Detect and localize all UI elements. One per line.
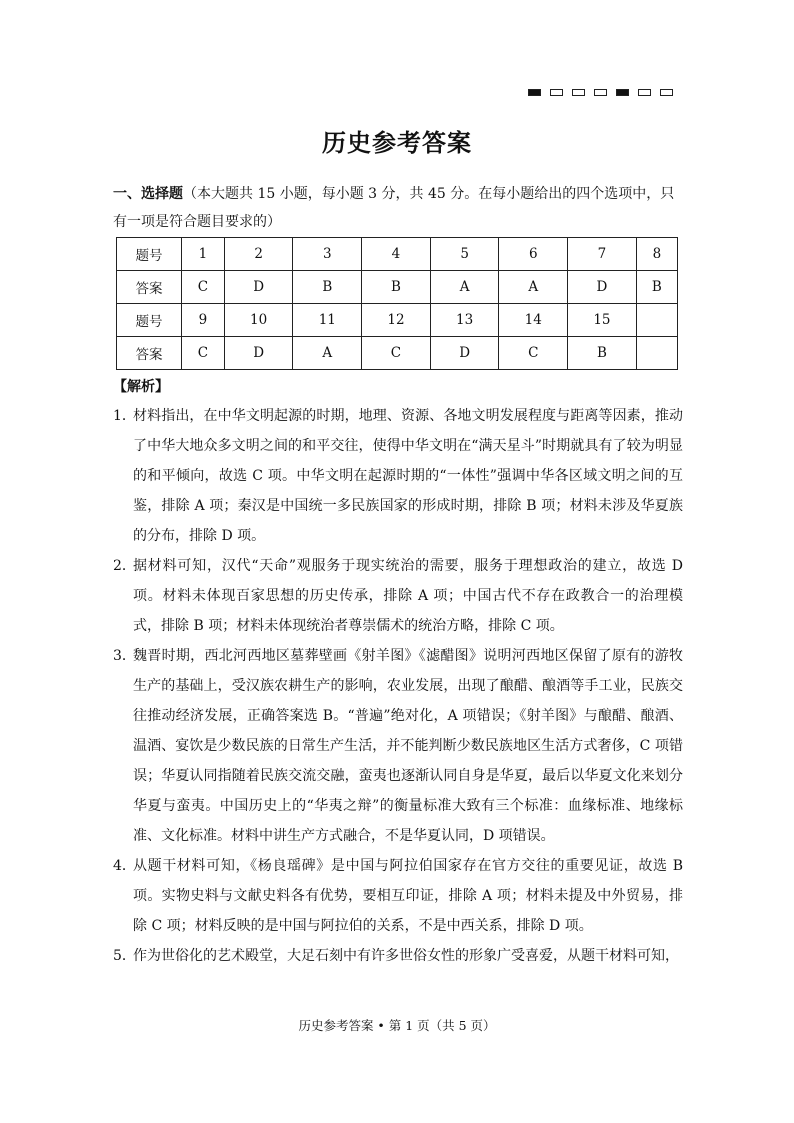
table-row-header: 答案	[117, 271, 182, 304]
item-text: 从题干材料可知，《杨良瑶碑》是中国与阿拉伯国家存在官方交往的重要见证，故选 B 项。实物史料与文献史料各有优势，要相互印证，排除 A 项；材料未提及中外贸易，排除 C 项；材料反映的是中国与阿拉伯的关系，不是中西关系，排除 D 项。	[133, 858, 683, 934]
table-cell: 12	[362, 304, 431, 337]
table-cell: 2	[224, 238, 293, 271]
item-number: 3．	[113, 648, 136, 664]
table-row-header: 答案	[117, 337, 182, 370]
header-square	[616, 89, 629, 96]
item-number: 1．	[113, 408, 136, 424]
table-cell: 8	[636, 238, 677, 271]
table-cell: 4	[362, 238, 431, 271]
item-number: 4．	[113, 858, 136, 874]
table-cell	[636, 304, 677, 337]
page-footer: 历史参考答案 • 第 1 页（共 5 页）	[298, 1018, 496, 1033]
table-row	[117, 304, 678, 337]
table-cell: B	[293, 271, 362, 304]
table-cell: B	[636, 271, 677, 304]
table-cell: 13	[430, 304, 499, 337]
table-cell: 10	[224, 304, 293, 337]
item-text: 据材料可知，汉代“天命”观服务于现实统治的需要，服务于理想政治的建立，故选 D 项。材料未体现百家思想的历史传承，排除 A 项；中国古代不存在政教合一的治理模式，排除 B 项；材料未体现统治者尊崇儒术的统治方略，排除 C 项。	[133, 558, 683, 634]
list-item	[113, 551, 683, 641]
item-text: 作为世俗化的艺术殿堂，大足石刻中有许多世俗女性的形象广受喜爱，从题干材料可知，	[133, 948, 679, 964]
table-cell: A	[293, 337, 362, 370]
table-cell: C	[499, 337, 568, 370]
explanation-list	[113, 401, 683, 971]
item-text: 材料指出，在中华文明起源的时期，地理、资源、各地文明发展程度与距离等因素，推动了中华大地众多文明之间的和平交往，使得中华文明在“满天星斗”时期就具有了较为明显的和平倾向，故选 C 项。中华文明在起源时期的“一体性”强调中华各区域文明之间的互鉴，排除 A 项；秦汉是中国统一多民族国家的形成时期，排除 B 项；材料未涉及华夏族的分布，排除 D 项。	[133, 408, 683, 544]
jiexi-label: 【解析】	[113, 379, 169, 395]
header-square	[528, 89, 541, 96]
table-cell: 3	[293, 238, 362, 271]
section-heading	[113, 180, 683, 236]
list-item	[113, 641, 683, 851]
table-row	[117, 271, 678, 304]
table-cell: C	[182, 271, 225, 304]
table-cell: 1	[182, 238, 225, 271]
table-cell: D	[224, 271, 293, 304]
header-squares	[528, 89, 682, 99]
table-cell: D	[430, 337, 499, 370]
table-cell: A	[499, 271, 568, 304]
page-title: 历史参考答案	[322, 128, 472, 157]
table-cell: D	[224, 337, 293, 370]
table-row-header: 题号	[117, 238, 182, 271]
table-cell: D	[568, 271, 637, 304]
list-item	[113, 941, 683, 971]
table-cell: 15	[568, 304, 637, 337]
header-square	[638, 89, 651, 96]
section-lead: 一、选择题	[113, 186, 183, 202]
answer-table	[116, 237, 678, 370]
list-item	[113, 851, 683, 941]
table-row	[117, 337, 678, 370]
table-row-header: 题号	[117, 304, 182, 337]
header-square	[550, 89, 563, 96]
table-cell	[636, 337, 677, 370]
table-cell: 9	[182, 304, 225, 337]
list-item	[113, 401, 683, 551]
item-number: 5．	[113, 948, 136, 964]
table-cell: B	[362, 271, 431, 304]
table-cell: 5	[430, 238, 499, 271]
header-square	[660, 89, 673, 96]
table-cell: A	[430, 271, 499, 304]
table-cell: 7	[568, 238, 637, 271]
table-cell: 14	[499, 304, 568, 337]
table-cell: C	[362, 337, 431, 370]
section-desc: （本大题共 15 小题，每小题 3 分，共 45 分。在每小题给出的四个选项中，只有一项是符合题目要求的）	[113, 186, 675, 230]
table-cell: 6	[499, 238, 568, 271]
table-cell: 11	[293, 304, 362, 337]
table-row	[117, 238, 678, 271]
table-cell: B	[568, 337, 637, 370]
table-cell: C	[182, 337, 225, 370]
item-text: 魏晋时期，西北河西地区墓葬壁画《射羊图》《滤醋图》说明河西地区保留了原有的游牧生产的基础上，受汉族农耕生产的影响，农业发展，出现了酿醋、酿酒等手工业，民族交往推动经济发展，正确答案选 B。“普遍”绝对化，A 项错误；《射羊图》与酿醋、酿酒、温酒、宴饮是少数民族的日常生产生活，并不能判断少数民族地区生活方式奢侈，C 项错误；华夏认同指随着民族交流交融，蛮夷也逐渐认同自身是华夏，最后以华夏文化来划分华夏与蛮夷。中国历史上的“华夷之辩”的衡量标准大致有三个标准：血缘标准、地缘标准、文化标准。材料中讲生产方式融合，不是华夏认同，D 项错误。	[133, 648, 683, 844]
header-square	[594, 89, 607, 96]
header-square	[572, 89, 585, 96]
item-number: 2．	[113, 558, 136, 574]
